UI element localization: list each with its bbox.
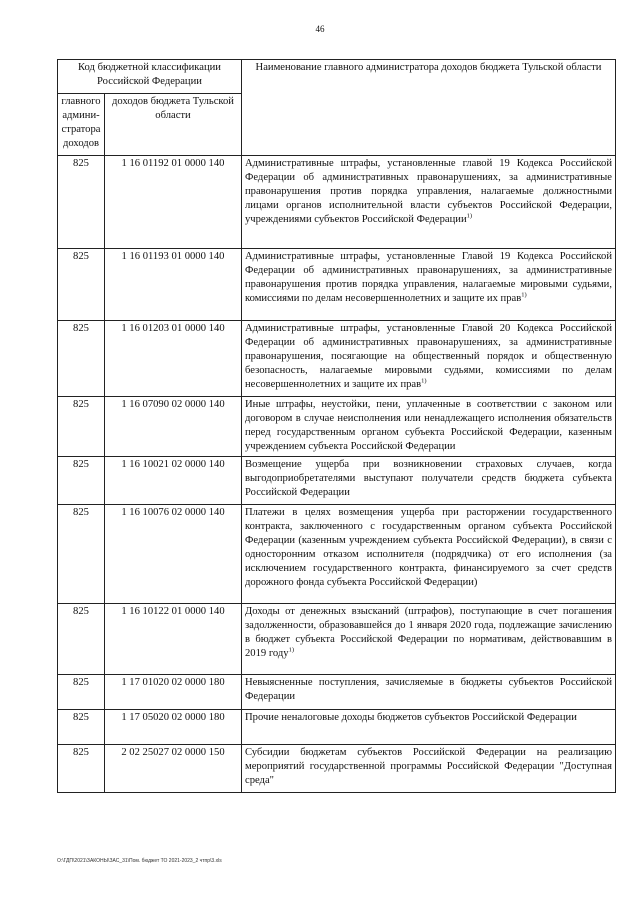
admin-code-cell: 825 [58, 397, 105, 457]
footnote-marker: 1) [466, 212, 473, 220]
revenue-code-cell: 1 17 01020 02 0000 180 [105, 675, 242, 710]
revenue-name-cell [242, 156, 616, 249]
table-row [58, 710, 616, 745]
admin-code-cell: 825 [58, 745, 105, 793]
revenue-code-cell: 1 16 10122 01 0000 140 [105, 604, 242, 675]
revenue-name-cell [242, 710, 616, 745]
admin-code-cell: 825 [58, 249, 105, 321]
header-admin-name: Наименование главного администратора доходов бюджета Тульской области [242, 60, 616, 156]
revenue-code-cell: 1 16 10076 02 0000 140 [105, 505, 242, 604]
revenue-name-text: Субсидии бюджетам субъектов Российской Федерации на реализацию мероприятий государственной программы Российской Федерации "Доступная среда" [245, 747, 612, 786]
footnote-marker: 1) [421, 377, 427, 385]
table-row [58, 457, 616, 505]
revenue-name-text: Иные штрафы, неустойки, пени, уплаченные в соответствии с законом или договором в случае неисполнения или ненадлежащего исполнения обязательств перед государственным органом субъекта Российской Федерации, казенным учреждением субъекта Российской Федерации [245, 399, 612, 452]
revenue-name-text: Административные штрафы, установленные Главой 20 Кодекса Российской Федерации об административных правонарушениях, за административные правонарушения, посягающие на общественный порядок и общественную безопасность, налагаемые мировыми судьями, комиссиями по делам несовершеннолетних и защите их прав [245, 323, 612, 390]
header-code-group: Код бюджетной классификации Российской Федерации [58, 60, 242, 94]
revenue-name-cell [242, 604, 616, 675]
revenue-name-cell [242, 397, 616, 457]
revenue-name-text: Невыясненные поступления, зачисляемые в бюджеты субъектов Российской Федерации [245, 677, 612, 702]
revenue-name-text: Возмещение ущерба при возникновении страховых случаев, когда выгодоприобретателями выступают получатели средств бюджета субъекта Российской Федерации [245, 459, 612, 498]
revenue-code-cell: 2 02 25027 02 0000 150 [105, 745, 242, 793]
admin-code-cell: 825 [58, 505, 105, 604]
table-row [58, 249, 616, 321]
revenue-name-cell [242, 321, 616, 397]
table-row [58, 675, 616, 710]
revenue-name-cell [242, 505, 616, 604]
table-row [58, 745, 616, 793]
revenue-administrators-table [57, 59, 616, 793]
table-row [58, 397, 616, 457]
footnote-marker: 1) [521, 291, 527, 299]
file-path-footer: O:\ГДП\2021\ЗАКОНЫ\ЗАС_31\Пом. бюджет ТО 2021-2023_2 чтпр\3.xls [57, 858, 222, 864]
revenue-name-text: Прочие неналоговые доходы бюджетов субъектов Российской Федерации [245, 712, 577, 723]
revenue-code-cell: 1 16 01192 01 0000 140 [105, 156, 242, 249]
revenue-name-text: Административные штрафы, установленные главой 19 Кодекса Российской Федерации об административных правонарушениях, за административные правонарушения против порядка управления, налагаемые должностными лицами органов исполнительной власти субъектов Российской Федерации, учреждениями субъектов Российской Федерации [245, 158, 612, 225]
revenue-code-cell: 1 16 01193 01 0000 140 [105, 249, 242, 321]
revenue-name-cell [242, 457, 616, 505]
admin-code-cell: 825 [58, 321, 105, 397]
revenue-name-text: Платежи в целях возмещения ущерба при расторжении государственного контракта, заключенного с государственным органом субъекта Российской Федерации (казенным учреждением субъекта Российской Федерации), в связи с односторонним отказом исполнителя (подрядчика) от его исполнения (за исключением государственного контракта, финансируемого за счет средств дорожного фонда субъекта Российской Федерации) [245, 507, 612, 588]
admin-code-cell: 825 [58, 156, 105, 249]
table-row [58, 321, 616, 397]
page-number: 46 [315, 24, 325, 34]
revenue-name-text: Доходы от денежных взысканий (штрафов), поступающие в счет погашения задолженности, образовавшейся до 1 января 2020 года, подлежащие зачислению в бюджет субъекта Российской Федерации по нормативам, действовавшим в 2019 году [245, 606, 612, 659]
revenue-code-cell: 1 17 05020 02 0000 180 [105, 710, 242, 745]
table-row [58, 604, 616, 675]
header-chief-admin: главного админи-стратора доходов [58, 94, 105, 156]
admin-code-cell: 825 [58, 457, 105, 505]
revenue-name-text: Административные штрафы, установленные Главой 19 Кодекса Российской Федерации об административных правонарушениях, за административные правонарушения против порядка управления, налагаемые мировыми судьями, комиссиями по делам несовершеннолетних и защите их прав [245, 251, 612, 304]
header-revenue: доходов бюджета Тульской области [105, 94, 242, 156]
revenue-code-cell: 1 16 01203 01 0000 140 [105, 321, 242, 397]
revenue-code-cell: 1 16 10021 02 0000 140 [105, 457, 242, 505]
table-row [58, 505, 616, 604]
table-row [58, 156, 616, 249]
revenue-name-cell [242, 675, 616, 710]
revenue-name-cell [242, 249, 616, 321]
admin-code-cell: 825 [58, 604, 105, 675]
admin-code-cell: 825 [58, 675, 105, 710]
admin-code-cell: 825 [58, 710, 105, 745]
revenue-code-cell: 1 16 07090 02 0000 140 [105, 397, 242, 457]
footnote-marker: 1) [288, 646, 295, 654]
revenue-name-cell [242, 745, 616, 793]
